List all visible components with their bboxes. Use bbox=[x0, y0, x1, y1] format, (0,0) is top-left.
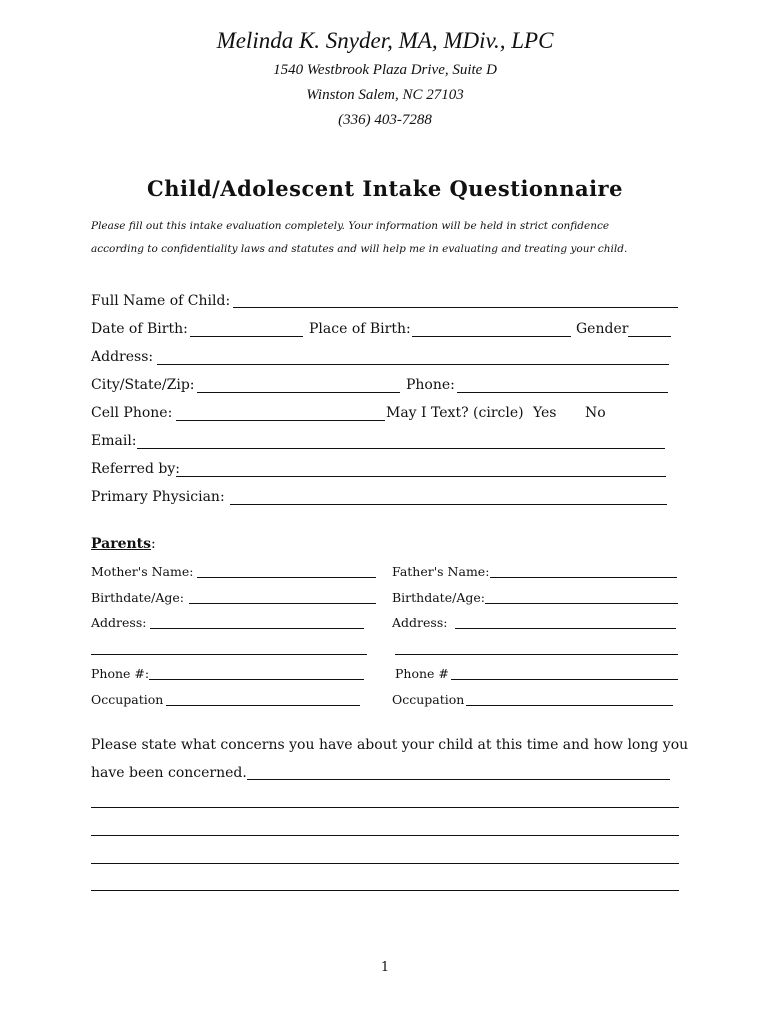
father-name-line[interactable] bbox=[490, 577, 677, 578]
address-line[interactable] bbox=[157, 364, 669, 365]
phone-line[interactable] bbox=[457, 392, 668, 393]
text-no-option[interactable]: No bbox=[585, 405, 606, 421]
place-of-birth-label: Place of Birth: bbox=[309, 321, 411, 337]
father-phone-line[interactable] bbox=[451, 679, 678, 680]
parents-heading-colon: : bbox=[151, 536, 156, 552]
cell-phone-line[interactable] bbox=[176, 420, 385, 421]
form-title: Child/Adolescent Intake Questionnaire bbox=[147, 176, 623, 201]
mother-phone-label: Phone #: bbox=[91, 666, 150, 681]
mother-birthdate-line[interactable] bbox=[189, 603, 376, 604]
email-line[interactable] bbox=[137, 448, 665, 449]
primary-physician-line[interactable] bbox=[230, 504, 667, 505]
mother-phone-line[interactable] bbox=[149, 679, 364, 680]
father-phone-label: Phone # bbox=[395, 666, 449, 681]
full-name-label: Full Name of Child: bbox=[91, 293, 231, 309]
father-address-line[interactable] bbox=[455, 628, 676, 629]
referred-by-label: Referred by: bbox=[91, 461, 180, 477]
email-label: Email: bbox=[91, 433, 137, 449]
concerns-prompt-line-2: have been concerned. bbox=[91, 765, 247, 781]
place-of-birth-line[interactable] bbox=[412, 336, 571, 337]
cell-phone-label: Cell Phone: bbox=[91, 405, 173, 421]
mother-address-label: Address: bbox=[91, 615, 147, 630]
concerns-answer-line[interactable] bbox=[91, 863, 679, 864]
father-occupation-line[interactable] bbox=[466, 705, 673, 706]
phone-label: Phone: bbox=[406, 377, 455, 393]
father-name-label: Father's Name: bbox=[392, 564, 490, 579]
practice-phone: (336) 403-7288 bbox=[338, 112, 432, 128]
address-label: Address: bbox=[91, 349, 154, 365]
referred-by-line[interactable] bbox=[176, 476, 666, 477]
dob-line[interactable] bbox=[190, 336, 303, 337]
father-address-line-2[interactable] bbox=[395, 654, 678, 655]
concerns-answer-line[interactable] bbox=[91, 890, 679, 891]
intro-line-2: according to confidentiality laws and statutes and will help me in evaluating and treating your child. bbox=[91, 243, 628, 255]
city-state-zip-label: City/State/Zip: bbox=[91, 377, 195, 393]
mother-address-line-2[interactable] bbox=[91, 654, 367, 655]
full-name-line[interactable] bbox=[233, 307, 678, 308]
gender-line[interactable] bbox=[628, 336, 671, 337]
concerns-answer-line[interactable] bbox=[247, 779, 670, 780]
practice-address-line2: Winston Salem, NC 27103 bbox=[306, 87, 464, 103]
dob-label: Date of Birth: bbox=[91, 321, 188, 337]
practitioner-name: Melinda K. Snyder, MA, MDiv., LPC bbox=[216, 28, 554, 53]
father-birthdate-line[interactable] bbox=[485, 603, 678, 604]
mother-occupation-line[interactable] bbox=[166, 705, 360, 706]
concerns-answer-line[interactable] bbox=[91, 807, 679, 808]
mother-name-line[interactable] bbox=[197, 577, 376, 578]
mother-occupation-label: Occupation bbox=[91, 692, 164, 707]
parents-heading-text: Parents bbox=[91, 536, 152, 552]
mother-birthdate-label: Birthdate/Age: bbox=[91, 590, 184, 605]
concerns-prompt-line-1: Please state what concerns you have about your child at this time and how long you bbox=[91, 737, 689, 753]
father-occupation-label: Occupation bbox=[392, 692, 465, 707]
may-text-label: May I Text? (circle) bbox=[386, 405, 524, 421]
practice-address-line1: 1540 Westbrook Plaza Drive, Suite D bbox=[273, 62, 497, 78]
father-address-label: Address: bbox=[392, 615, 448, 630]
parents-heading bbox=[91, 536, 156, 552]
gender-label: Gender bbox=[576, 321, 629, 337]
mother-name-label: Mother's Name: bbox=[91, 564, 194, 579]
city-state-zip-line[interactable] bbox=[197, 392, 400, 393]
primary-physician-label: Primary Physician: bbox=[91, 489, 225, 505]
intro-line-1: Please fill out this intake evaluation completely. Your information will be held in strict confidence bbox=[91, 220, 610, 232]
mother-address-line[interactable] bbox=[150, 628, 364, 629]
concerns-answer-line[interactable] bbox=[91, 835, 679, 836]
page-number: 1 bbox=[380, 960, 390, 975]
text-yes-option[interactable]: Yes bbox=[533, 405, 557, 421]
father-birthdate-label: Birthdate/Age: bbox=[392, 590, 485, 605]
